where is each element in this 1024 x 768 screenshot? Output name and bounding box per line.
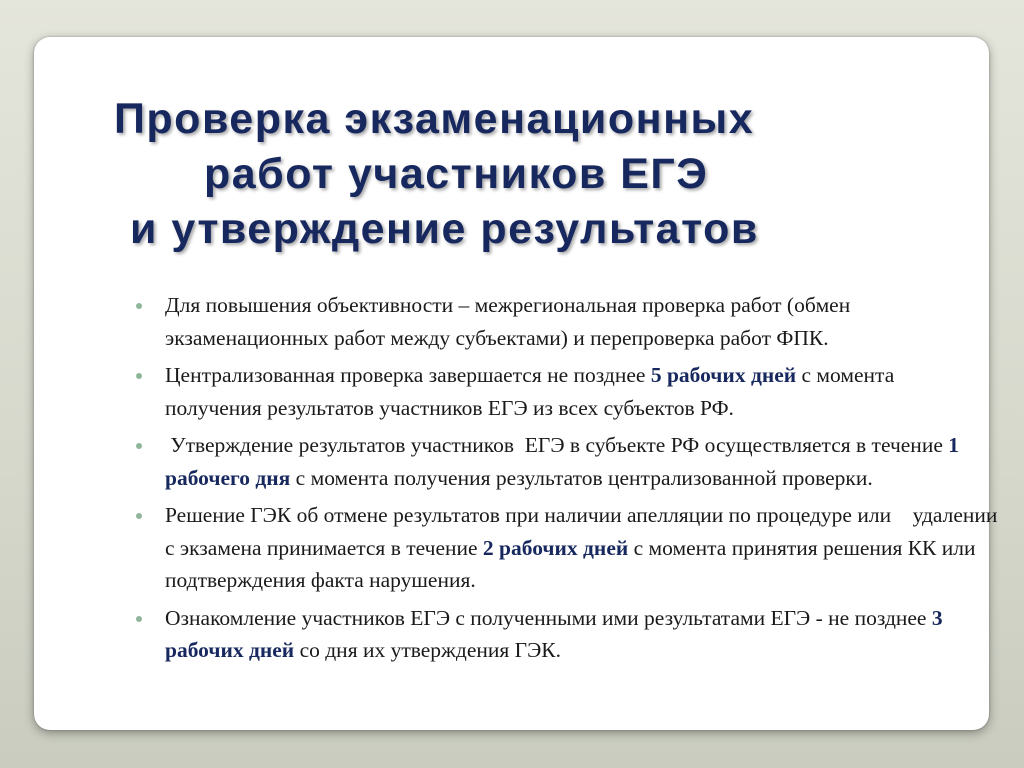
bullet-list [134,289,1004,672]
bullet-dot-icon [136,373,142,379]
bullet-item-4 [134,499,1004,597]
bullet-dot-icon [136,303,142,309]
bullet-text: Ознакомление участников ЕГЭ с полученными ими результатами ЕГЭ - не позднее [165,605,932,630]
bullet-text: Для повышения объективности – межрегиональная проверка работ (обмен экзаменационных работ между субъектами) и перепроверка работ ФПК. [165,293,851,350]
bullet-text: со дня их утверждения ГЭК. [294,638,562,662]
deadline-highlight: 2 рабочих дней [482,535,629,560]
title-line-2: работ участников ЕГЭ [204,150,709,198]
slide-card [34,37,1003,730]
bullet-text: Утверждение результатов участников ЕГЭ в субъекте РФ осуществляется в течение [165,433,949,457]
deadline-highlight: 5 рабочих дней [650,363,797,387]
bullet-text: Решение ГЭК об отмене результатов при наличии апелляции по процедуре или удалении с экзамена принимается в течение [165,503,1003,560]
bullet-text: с момента получения результатов участников ЕГЭ из всех субъектов РФ. [165,363,916,420]
bullet-item-5 [134,602,1004,667]
deadline-highlight: 1 рабочего дня [165,433,959,490]
bullet-text: с момента принятия решения КК или подтверждения факта нарушения. [165,535,981,592]
title-line-3: и утверждение результатов [130,205,759,253]
bullet-text: Централизованная проверка завершается не позднее [165,363,651,387]
bullet-text: с момента получения результатов централизованной проверки. [290,465,873,490]
bullet-dot-icon [136,616,142,622]
bullet-dot-icon [136,513,142,519]
deadline-highlight: 3 рабочих дней [165,605,943,662]
bullet-dot-icon [136,443,142,449]
bullet-item-2 [134,359,1004,424]
bullet-item-3 [134,429,1004,494]
bullet-item-1 [134,289,1004,354]
slide-title [34,92,954,257]
title-line-1: Проверка экзаменационных [114,95,755,143]
